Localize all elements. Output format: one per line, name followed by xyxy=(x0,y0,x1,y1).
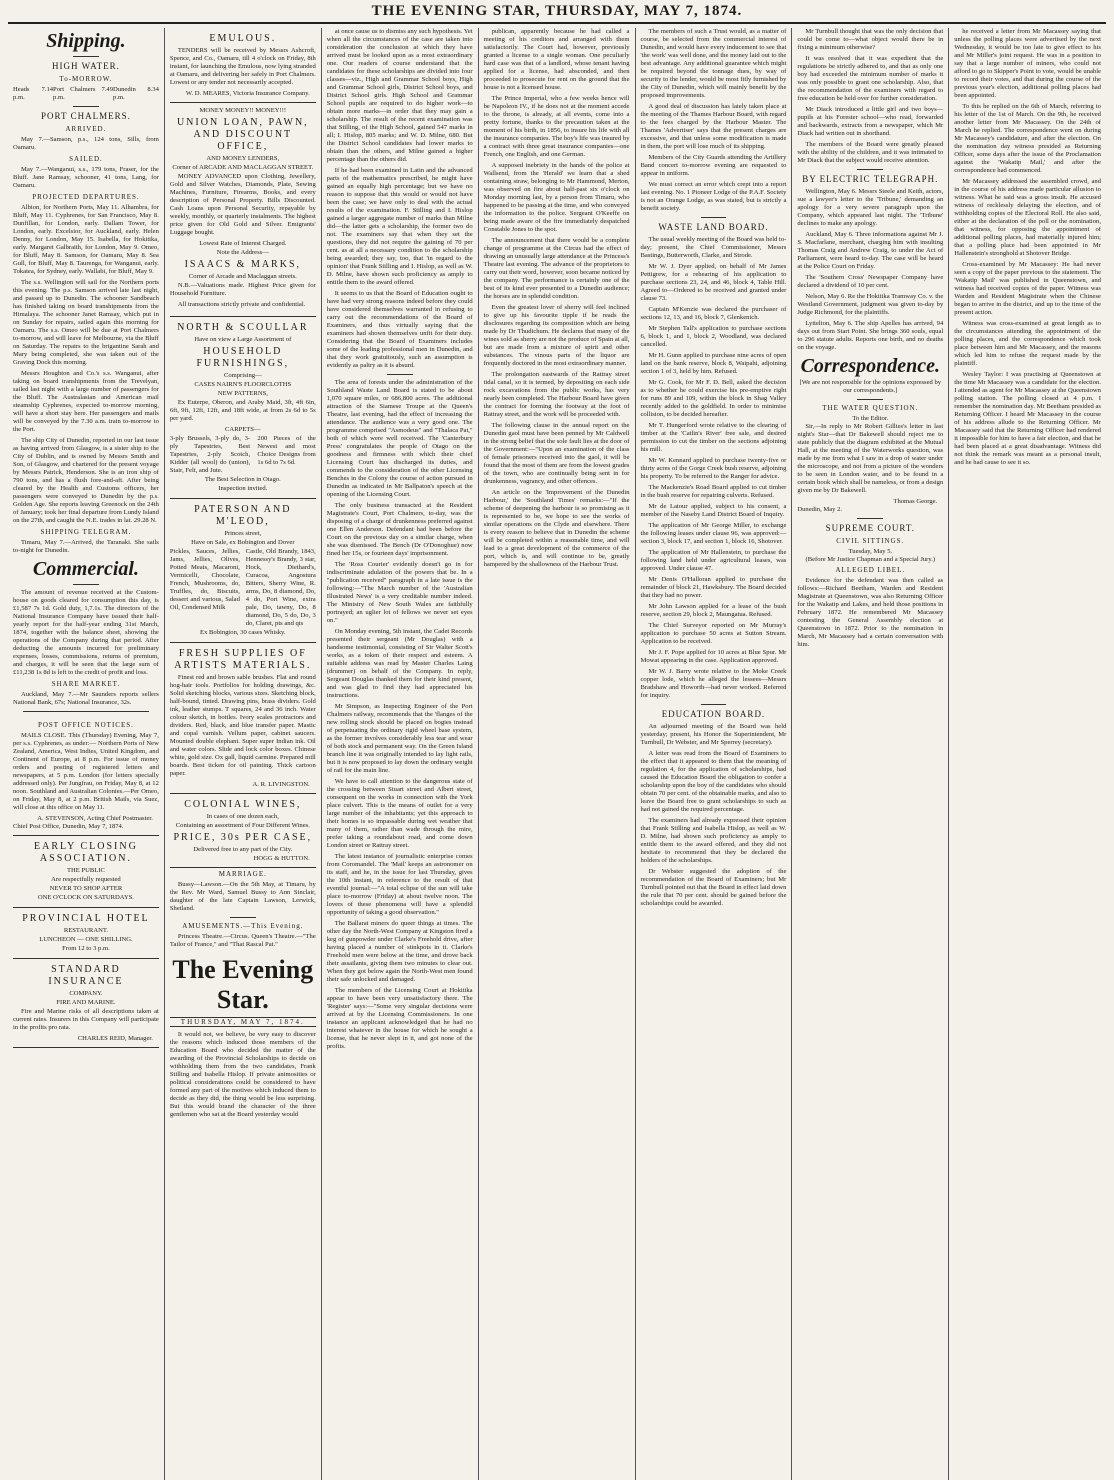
standard-insurance-sub: COMPANY. xyxy=(69,990,103,997)
divider xyxy=(701,704,727,705)
court-paragraph: he received a letter from Mr Macassey saying that unless the polling places were advertised by the next Wednesday, it would be too late to give effect to his and Mr Miller's joint request. He was in a position to say that a large number of miners, who could not afford to go to Skipper's Point to vote, would be unable to record their votes, and that during the course of the previous year's election, additional polling places had been appointed. xyxy=(954,28,1101,99)
post-office-notice xyxy=(13,716,159,836)
amusements-text: Princess Theatre.—Circus. Queen's Theatre.—"The Tailor of France," and "That Rascal Pat." xyxy=(169,933,316,948)
household-furnishings-heading: HOUSEHOLD FURNISHINGS, xyxy=(196,346,290,369)
standard-insurance-signature: CHARLES REID, Manager. xyxy=(77,1035,153,1042)
education-board-paragraph: A letter was read from the Board of Examiners to the effect that it appeared to them that the meaning of regulation 4, for the application of scholarships, had caused the Education Board the obligation to confer a scholarship upon the boy of the candidates who should obtain 70 per cent. of the obtainable marks, and also to leave the Board free to grant scholarships to such as had not gained the required percentage. xyxy=(640,750,787,813)
post-office-signature: A. STEVENSON, Acting Chief Postmaster. xyxy=(37,815,153,822)
marriage-text: Bussy—Lawson.—On the 5th May, at Timaru, by the Rev. Mr Ward, Samuel Bussy to Ann Sinclair, daughter of the late Captain Lawson, Lerwick, Shetland. xyxy=(169,881,316,912)
court-paragraph: Wesley Taylor: I was practising at Queenstown at the time Mr Macassey was a candidate for the election. I attended as agent for Mr Macassey at the Queenstown polling station. The polling closed at 4 p.m. I remember the nomination day. Mr Beetham presided as Returning Officer. I heard Mr Macassey in the course of his address allude to the Returning Officer. Mr Macassey said that the Returning Officer had rendered it impossible for him to have a fair election, and that he had been placed at a great disadvantage. Witness did not think the remark was meant as a personal insult, and he had cause to see it so. xyxy=(954,371,1101,466)
union-loan-text: MONEY ADVANCED upon Clothing, Jewellery, Gold and Silver Watches, Diamonds, Plate, Sewing Machines, Furniture, Firearms, Books, and every description of Personal Property. Bills Discounted. Cash Loans upon Personal Security, repayable by weekly, monthly, or quarterly instalments. The highest price given for Old Gold and Silver. Emigrants' Luggage bought. xyxy=(169,173,316,236)
news-paragraph: The members of the Licensing Court at Hokitika appear to have been very unsatisfactory there. The 'Register' says:—"Some very singular decisions were arrived at by the Licensing Commissioners. In one instance an applicant acknowledged that he had no interest whatever in the house for which he sought a license, that he never slept in it, and got none of the profits. xyxy=(326,987,473,1050)
supreme-court-heading: SUPREME COURT. xyxy=(825,523,915,533)
court-text: Evidence for the defendant was then called as follows:—Richard Beetham, Warden and Resident Magistrate at Queenstown, was also Returning Officer for the Wakatip and Lakes, and held those positions in February 1872. He remembered Mr Macassey contesting the General Assembly election at Queenstown in 1872. Prior to the nomination in March, Mr Macassey had a certain conversation with him. xyxy=(797,577,944,648)
shipping-paragraph: The s.s. Wellington will sail for the Northern ports this evening. The p.s. Samson arrived late last night, and passed up to Dunedin. The schooner Sandbeach has finished taking on board transhipments from the Himalaya. The schooner Janet Ramsay, which put in on Sunday for repairs, sailed again this morning for Oamaru. The s.s. Omeo will be due at Port Chalmers to-morrow, and will leave for Melbourne, via the Bluff on Saturday. The repairs to the brigantine Sarah and Mary being completed, she was taken out of the Graving Dock this morning. xyxy=(13,279,159,366)
colonial-wines-ad xyxy=(170,794,316,868)
column-7 xyxy=(949,28,1106,1480)
departures-text: Albion, for Northern Ports, May 11. Alhambra, for Bluff, May 11. Cyphrenes, for San Francisco, May 8. Dunfillan, for London, early. Dallam Tower, for London, early. Excelsior, for Auckland, early. Helen Denny, for London, May 15. Isabella, for Hokitika, early. Margaret Galbraith, for London, May 9. Omeo, for Bluff, May 8. Samson, for Oamaru, May 8. Sea Gull, for Bluff, May 8. Taurenga, for Wanganui, early. Tokatea, for Sydney, early. Wallabi, for Bluff, May 9. xyxy=(13,204,159,275)
paterson-mleod-ad xyxy=(170,499,316,643)
union-loan-address-note: Note the Address— xyxy=(216,249,269,256)
union-loan-confidential: All transactions strictly private and confidential. xyxy=(177,301,306,308)
early-closing-line: THE PUBLIC xyxy=(66,867,105,874)
standard-insurance-text: Fire and Marine risks of all descriptions taken at current rates. Insurers in this Company will participate in the profits pro rata. xyxy=(13,1008,159,1031)
news-paragraph: publican, apparently because he had called a meeting of his creditors and arranged with them satisfactorily. The Court had, however, previously granted a license to a single woman. One peculiarly hard case was that of a landlord, whose tenant having applied for a license, had absconded, and then proceeded to prosecute for rent on the ground that the house is not a licensed house. xyxy=(483,28,630,91)
arrived-heading: ARRIVED. xyxy=(65,125,107,133)
early-closing-line: ONE O'CLOCK ON SATURDAYS. xyxy=(37,894,135,901)
telegraph-paragraph: Auckland, May 6. Three informations against Mr J. S. Macfarlane, merchant, charging him with insulting Thomas Craig and Andrew Craig, to under the Act of Parliament, were heard to-day. The case will be heard at the Police Court on Friday. xyxy=(797,231,944,270)
waste-land-paragraph: The application of Mr George Miller, to exchange the following leases under clause 96, was approved:—section 3, block 17, and section 1, block 16, Shotover. xyxy=(640,522,787,545)
evening-star-title: The Evening Star. xyxy=(172,955,314,1014)
arrived-text: May 7.—Samson, p.s., 124 tons, Sills, from Oamaru. xyxy=(13,136,159,151)
divider xyxy=(230,917,256,918)
telegraph-paragraph: The 'Southern Cross' Newspaper Company have declared a dividend of 10 per cent. xyxy=(797,274,944,289)
news-paragraph: The announcement that there would be a complete change of programme at the Circus had the effect of drawing an unusually large attendance at the Princess's Theatre last evening. The advance of the proprietors to carry out their word, however, soon became noticed by the company. The performance is certainly one of the best of its kind ever presented to a Dunedin audience; the horses are in splendid condition. xyxy=(483,237,630,300)
early-closing-line: NEVER TO SHOP AFTER xyxy=(49,885,123,892)
editorial-paragraph: at once cause us to dismiss any such hypothesis. Yet when all the circumstances of the case are taken into consideration the conclusion at which they have arrived must be looked upon as a most extraordinary one. Our readers of course understand that the candidates for these scholarships are divided into four classes—viz., High and Grammar School boys, High and Grammar School girls, District School boys, and District School girls. High School and Grammar School pupils are required to do higher work—to obtain more marks—in order that they may gain a scholarship. The result of the recent examination was that Stilling, of the High School, gained 547 marks in all; I. Hislop, 805 marks; and W. D. Milne, 680. But the District School candidates had lower marks to obtain than the others, and Milne gained a higher percentage than the others did. xyxy=(326,28,473,163)
north-scoullar-sub: Have on view a Large Assortment of xyxy=(194,336,292,343)
early-closing-ad xyxy=(13,836,159,908)
news-paragraph: A supposed inebriety in the hands of the police at Wallsend, from the 'Herald' we learn that a shed containing straw, belonging to Mr Hammond, Merton, was observed on fire about half-past six o'clock on Monday morning last, by a person from Timaru, who happened to be passing at the time, and who conveyed the information to the police. Sergeant O'Keeffe on being made aware of the fire immediately despatched Constable Jones to the spot. xyxy=(483,162,630,233)
waste-land-paragraph: The application of Mr Hallenstein, to purchase the following land held under agricultural leases, was approved. Under clause 47. xyxy=(640,549,787,572)
paterson-mleod-heading: PATERSON AND M'LEOD, xyxy=(194,504,292,527)
court-paragraph: Witness was cross-examined at great length as to the circumstances attending the appointment of the polling places, and the correspondence which took place between him and Mr Macassey, and the reasons which led him to refuse the request made by the plaintiff. xyxy=(954,320,1101,367)
tide-port: Port Chalmers 7.49 p.m. xyxy=(53,86,114,101)
emulous-text: TENDERS will be received by Messrs Ashcroft, Spence, and Co., Oamaru, till 4 o'clock on Friday, 8th instant, for launching the Emulous, now lying stranded at Oamaru, and delivering her safely in Port Chalmers. Lowest or any tender not necessarily accepted. xyxy=(169,47,316,86)
early-closing-heading: EARLY CLOSING ASSOCIATION. xyxy=(34,841,138,864)
early-closing-line: Are respectfully requested xyxy=(51,876,121,883)
editorial-paragraph: It seems to us that the Board of Education ought to have had very strong reasons indeed before they could have considered themselves warranted in refusing to carry out the recommendations of the Board of Examiners, and thus virtually saying that the examiners had shown themselves unfit for their duty. Considering that the Board of Examiners includes some of the leading professional men in Dunedin, and that they work gratuitously, such an assumption is evidently as paltry as it is absurd. xyxy=(326,290,473,369)
telegram-heading: SHIPPING TELEGRAM. xyxy=(40,528,132,536)
waste-land-heading: WASTE LAND BOARD. xyxy=(658,222,769,232)
editorial-paragraph: If he had been examined in Latin and the advanced parts of the mathematics prescribed, he might have gained an equally high percentage; but we have no reason to suppose that this would or would not have been the case; we have only to deal with the actual results of the examination. F. Stilling and I. Hislop gained a larger aggregate number of marks than Milne did—the latter gets a scholarship, the former two do not. The examiners say that when they set the questions, they did not require the gaining of 70 per cent. as at all a necessary condition to the scholarship being awarded; they say, too, that 'in regard to the opinion' that Frank Stilling and I. Hislop, as well as W. D. Milne, have shown such proficiency as amply to entitle them to the award offered. xyxy=(326,167,473,286)
telegraph-paragraph: Wellington, May 6. Messrs Steele and Keith, actors, sue a lawyer's letter to the 'Tribune,' demanding an apology for a very severe paragraph upon the Company, which appeared last night. The 'Tribune' declines to make any apology. xyxy=(797,188,944,227)
carpets-grid xyxy=(170,435,316,475)
emulous-ad xyxy=(170,28,316,103)
news-paragraph: An article on the 'Improvement of the Dunedin Harbour,' the 'Southland Times' remarks:—"If the scheme of deepening the harbour is so promising as it is represented to be, we hope to see the works of similar operations on the Clyde and elsewhere. There is every reason to believe that in Dunedin the scheme will be completed within a reasonable time, and will lead to a great development of the commerce of the port, which is, and will continue to be, greatly hampered by the shallowness of the Harbour Trust. xyxy=(483,489,630,568)
court-paragraph: Mr Macassey addressed the assembled crowd, and in the course of his address made particular allusion to witness. What he said was a gross insult. He accused witness of recklessly delaying the election, and of withholding copies of the Electoral Roll. He also said, either at the declaration of the poll or the nomination, that witness, for opposing the appointment of additional polling places, had materially injured him; that a polling place had been appointed in Mr Hallenstein's stronghold at Shotover Bridge. xyxy=(954,178,1101,257)
shipping-heading: Shipping. xyxy=(46,30,126,52)
union-loan-corner: Corner of ARCADE AND MACLAGGAN STREET. xyxy=(172,164,314,171)
commercial-heading: Commercial. xyxy=(32,558,139,580)
divider xyxy=(857,169,883,170)
news-paragraph: A good deal of discussion has lately taken place at the meeting of the Thames Harbour Board, with regard to the fees charged by the Harbour Master. The Thames 'Advertiser' says that the present charges are excessive, and that unless some modification is made in them, the port will lose much of its shipping. xyxy=(640,103,787,150)
emulous-signature: W. D. MEARES, Victoria Insurance Company. xyxy=(185,90,310,97)
provincial-hotel-sub: RESTAURANT. xyxy=(63,927,109,934)
post-office-heading: POST OFFICE NOTICES. xyxy=(37,721,134,729)
column-4 xyxy=(479,28,636,1480)
tide-heads: Heads 7.14 p.m. xyxy=(13,86,54,101)
union-loan-valuations: N.B.—Valuations made. Highest Price given for Household Furniture. xyxy=(169,282,316,297)
tomorrow-label: To-MORROW. xyxy=(59,75,113,83)
post-office-text: MAILS CLOSE. This (Thursday) Evening, May 7, per s.s. Cyphrenes, as under:— Northern Ports of New Zealand, America, West Indies, United Kingdom, and Continent of Europe, at 8 p.m. For issue of money orders and posting of registered letters and newspapers, at 5 p.m. London (for letters specially addressed only). Per Jungfrau, on Friday, May 8, at 12 noon. Southland and Australian Colonies.—Per Omeo, on Friday, May 8, at 2 p.m. British Mails, via Suez, will close at this office on May 11. xyxy=(13,732,159,811)
telegraph-paragraph: Lyttelton, May 6. The ship Apelles has arrived, 94 days out from Start Point. She brings 360 souls, equal to 296 statute adults. Reports one birth, and no deaths on the voyage. xyxy=(797,320,944,351)
union-loan-address: Corner of Arcade and Maclaggan streets. xyxy=(188,273,297,280)
standard-insurance-heading: STANDARD INSURANCE xyxy=(48,964,124,987)
departures-heading: PROJECTED DEPARTURES. xyxy=(32,193,140,201)
education-board-paragraph: Dr Webster suggested the adoption of the recommendation of the Board of Examiners; but Mr Turnbull pointed out that the Board in effect laid down the rule that 70 per cent. should be gained before the scholarships could be awarded. xyxy=(640,868,787,907)
column-1 xyxy=(8,28,165,1480)
waste-land-paragraph: Mr J. F. Pope applied for 10 acres at Blue Spur. Mr Mowat appearing in the case. Application approved. xyxy=(640,649,787,664)
news-paragraph: The 'Ross Courier' evidently doesn't go in for indiscriminate adulation of the powers that be. In a "publication received" paragraph in a late issue is the following:—"The March number of the 'Australian Illustrated News' is a very creditable number indeed. The Ministry of New South Wales are faithfully portrayed; an uglier lot of fellows we never set eyes on." xyxy=(326,561,473,624)
education-board-paragraph: The examiners had already expressed their opinion that Frank Stilling and Isabella Hislop, as well as W. D. Milne, had shown such proficiency as amply to entitle them to the award offered, and they did not hesitate to recommend that they be declared the holders of the scholarships. xyxy=(640,817,787,864)
waste-land-paragraph: Mr Denis O'Halloran applied to purchase the remainder of block 21, Hawksbury. The Board decided that they had no power. xyxy=(640,576,787,599)
waste-land-paragraph: Mr W. J. Barry wrote relative to the Moke Creek copper lode, which he alleged the lessees—Messrs Bradshaw and Howorth—had never worked. Referred for inquiry. xyxy=(640,668,787,699)
union-loan-ad xyxy=(170,103,316,317)
share-market-text: Auckland, May 7.—Mr Saunders reports sellers National Bank, 67s; National Insurance, 32s. xyxy=(13,691,159,706)
waste-land-paragraph: The Mackenzie's Road Board applied to cut timber in the bush reserve for repairing culverts. Refused. xyxy=(640,484,787,499)
carpets-heading: CARPETS— xyxy=(225,426,261,433)
comprising-label: Comprising— xyxy=(223,372,262,379)
news-paragraph: The following clause in the annual report on the Dunedin gaol must have been penned by Mr Caldwell in the strong belief that the sole fault lies at the door of the Government:—"Upon an examination of the class of female prisoners received into the gaol, it will be found that the most of them are from the lowest grades of the town, who are continually being sent in for drunkenness, vagrancy, and other offences. xyxy=(483,422,630,485)
union-loan-sub: AND MONEY LENDERS, xyxy=(206,155,280,162)
column-6 xyxy=(792,28,949,1480)
evening-star-dateline: THURSDAY, MAY 7, 1874. xyxy=(170,1017,316,1027)
amusements-heading: AMUSEMENTS.—This Evening. xyxy=(182,922,304,930)
divider xyxy=(73,56,99,57)
court-date: Tuesday, May 5. xyxy=(848,548,893,555)
artists-materials-signature: A. R. LIVINGSTON. xyxy=(252,781,310,788)
divider xyxy=(23,711,149,712)
news-paragraph: Members of the City Guards attending the Artillery Band concert to-morrow evening are requested to appear in uniform. xyxy=(640,154,787,177)
education-board-heading: EDUCATION BOARD. xyxy=(661,709,766,719)
post-office-dateline: Chief Post Office, Dunedin, May 7, 1874. xyxy=(13,823,124,830)
provincial-hotel-time: From 12 to 3 p.m. xyxy=(62,945,110,952)
court-before: (Before Mr Justice Chapman and a Special Jury.) xyxy=(805,556,936,563)
water-question-signature: Thomas George. xyxy=(893,498,938,505)
new-patterns-line: NEW PATTERNS, xyxy=(217,390,268,397)
standard-insurance-ad xyxy=(13,959,159,1048)
news-paragraph: The only business transacted at the Resident Magistrate's Court, Port Chalmers, to-day, was the disposing of a charge of drunkenness preferred against one Ellen Anderson. Defendant had been before the Court on the previous day on a similar charge, when she was dismissed. The Bench (Dr O'Donoghue) now fined her 15s, or fourteen days' imprisonment. xyxy=(326,502,473,557)
shipping-paragraph: The ship City of Dunedin, reported in our last issue as having arrived from Glasgow, is a sister ship to the City of Dublin, and is owned by Messrs Smith and Son, of Glasgow, and chartered for the present voyage by Messrs Patrick, Henderson. She is an iron ship of 790 tons, and has a flush fore-and-aft. After being cleared by the Health and Customs officers, her passengers were conveyed to Dunedin by the p.s. Golden Age. She reports leaving Greenock on the 24th of January; took her final departure from Lundy Island on the 27th, and caught the N.E. trades in lat. 29.28 N. xyxy=(13,437,159,524)
colonial-wines-delivery: Delivered free to any part of the City. xyxy=(193,846,293,853)
waste-land-paragraph: The usual weekly meeting of the Board was held to-day; present, the Chief Commissioner, Messrs Bastings, Butterworth, Clarke, and Strode. xyxy=(640,236,787,259)
divider xyxy=(73,584,99,585)
marriage-heading: MARRIAGE. xyxy=(218,870,267,878)
carpets-inspection: Inspection invited. xyxy=(218,485,268,492)
news-paragraph: The Prince Imperial, who a few weeks hence will be Napoleon IV., if he does not at the moment accede to the throne, is already, at all events, come into a pretty fortune, thanks to the precaution taken at the moment of his birth, in 1856, to insure his life with all the insurance companies. The boy's life was insured by a contract with three great insurance companies—one French, one English, and one German. xyxy=(483,95,630,158)
education-board-paragraph: It was resolved that it was expedient that the regulations be strictly adhered to, and that as only one boy had exceeded the minimum number of marks it was only possible to grant one scholarship. Also, that the recommendation of the examiners with regard to free education be held over for further consideration. xyxy=(797,55,944,102)
paterson-mleod-sub: Have on Sale, ex Bobington and Dover xyxy=(191,539,295,546)
paterson-mleod-lists xyxy=(170,548,316,628)
water-question-date: Dunedin, May 2. xyxy=(797,506,843,513)
standard-insurance-fire: FIRE AND MARINE. xyxy=(56,999,116,1006)
columns xyxy=(8,28,1106,1480)
telegraph-heading: BY ELECTRIC TELEGRAPH. xyxy=(802,174,939,184)
paterson-mleod-street: Princes street, xyxy=(224,530,262,537)
divider xyxy=(73,106,99,107)
waste-land-paragraph: Mr G. Cook, for Mr F. D. Bell, asked the decision as to whether he could exercise his pre-emptive right for runs 89 and 109, within the block in Shag Valley recently added to the goldfield. In order to minimise collision, to be decided hereafter. xyxy=(640,379,787,418)
news-paragraph: Mr Simpson, as Inspecting Engineer of the Port Chalmers railway, recommends that the 'flanges of the new rolling stock should be placed on bogies instead of perpetuating the ordinary rigid wheel base system, as the former involves considerably less tear and wear of both stock and permanent way. On the Green Island branch line it was originally intended to lay light rails, but it is now proposed to lay down the ordinary weight of rail for the main line. xyxy=(326,703,473,774)
divider xyxy=(387,374,413,375)
north-scoullar-ad xyxy=(170,317,316,499)
education-board-paragraph: An adjourned meeting of the Board was held yesterday; present, his Honor the Superintendent, Mr Turnbull, Dr Webster, and Mr Sperrey (secretary). xyxy=(640,723,787,746)
waste-land-paragraph: Mr Stephen Tall's application to purchase sections 6, block 1, and 1, block 2, Woodland, was declared cancelled. xyxy=(640,325,787,348)
floorcloths-text: Ex Euterpe, Oberon, and Araby Maid, 3ft, 4ft 6in, 6ft, 9ft, 12ft, 12ft, and 18ft wide, at from 2s 6d to 5s per yard. xyxy=(169,399,316,422)
education-board-paragraph: The members of the Board were greatly pleased with the ability of the children, and it was intimated to Mr Diack that the subject would receive attention. xyxy=(797,141,944,164)
waste-land-paragraph: Captain M'Kenzie was declared the purchaser of sections 12, 13, and 16, block 7, Glenkenich. xyxy=(640,306,787,321)
correspondence-note: [We are not responsible for the opinions expressed by our correspondents.] xyxy=(799,379,942,394)
education-board-paragraph: Mr Turnbull thought that was the only decision that could be come to—what object would there be in fixing a minimum otherwise? xyxy=(797,28,944,51)
share-market-heading: SHARE MARKET. xyxy=(51,680,121,688)
waste-land-paragraph: Mr T. Hungerford wrote relative to the clearing of timber at the 'Catlin's River' free sale, and desired permission to cut the timber on the sections adjoining his mill. xyxy=(640,422,787,453)
masthead xyxy=(8,0,1106,24)
emulous-heading: EMULOUS. xyxy=(209,33,277,44)
news-paragraph: On Monday evening, 5th instant, the Cadet Records presented their sergeant (Mr Douglas) with a handsome testimonial, consisting of Sir Walter Scott's works, as a token of their respect and esteem. A suitable address was read by Master Charles Laing (drummer) on behalf of the Company. In reply, Sergeant Douglas thanked them for their kind present, and was glad to find they had appreciated his instructions. xyxy=(326,628,473,699)
artists-materials-text: Finest red and brown sable brushes. Flat and round hog-hair tools. Portfolios for holding drawings, &c. Solid sketching blocks, various sizes. Sketching block, half-bound, tinted. Drawing pins, brass dividers. Gold ink, leather stumps. T squares, 24 and 36 inch. Water colour sketch, in bottles. Ivory scales protractors and dividers. Red, black, and blue transfer paper. Mastic and copal varnish. Vellum paper, cabinet saucers. Mounted double elephant. Super super Indian ink. Oil and water colors. Slide and lock color boxes. Chinese white, gold size. Ox gall, liquid carmine. Prepared mill boards. Best ticken for oil painting. Thick cartoon paper. xyxy=(169,674,316,777)
colonial-wines-signature: HOGG & HUTTON. xyxy=(253,855,310,862)
artists-materials-ad xyxy=(170,643,316,794)
divider xyxy=(701,217,727,218)
masthead-title: THE EVENING STAR, THURSDAY, MAY 7, 1874. xyxy=(371,2,743,19)
union-loan-name: ISAACS & MARKS, xyxy=(184,259,302,270)
water-question-to: To the Editor. xyxy=(852,415,889,422)
civil-sittings-heading: CIVIL SITTINGS. xyxy=(836,537,905,545)
paterson-mleod-ex: Ex Bobington, 30 cases Whisky. xyxy=(200,629,286,636)
provincial-hotel-heading: PROVINCIAL HOTEL xyxy=(22,913,150,924)
news-paragraph: Even the greatest lover of sherry will feel inclined to give up his favourite tipple if he reads the disclosures regarding its composition which are being made by Dr Thudichum. He declares that many of the wines sold as sherry are not the produce of Spain at all, but are made from a mixture of spirit and other substances. The vinous parts of the liquor are frequently doctored in the most extraordinary manner. xyxy=(483,304,630,367)
waste-land-paragraph: Mr H. Gunn applied to purchase nine acres of open land on the bank reserve, block 8, Waipahi, adjoining section 1 of 3, held by him. Refused. xyxy=(640,352,787,375)
union-loan-rate: Lowest Rate of Interest Charged. xyxy=(199,240,287,247)
news-paragraph: We must correct an error which crept into a report last evening. No. 1 Pioneer Lodge of the P.A.F. Society is not an Orange Lodge, as was stated, but is strictly a benefit society. xyxy=(640,181,787,212)
provisions-list: Pickles, Sauces, Jellies, Jams, Jellies, Olives, Potted Meats, Macaroni, Vermicelli, Chocolate, French, Mushrooms, do, Truffles, do, Biscuits, dessert and various, Salad Oil, Condensed Milk xyxy=(169,548,240,611)
colonial-wines-price: PRICE, 30s PER CASE, xyxy=(173,832,313,843)
carpets-note-right: 200 Pieces of the Newest and most Choice Designs from 1s 6d to 7s 6d. xyxy=(257,435,316,466)
column-2 xyxy=(165,28,322,1480)
water-question-heading: THE WATER QUESTION. xyxy=(822,404,919,412)
high-water-heading: HIGH WATER. xyxy=(52,61,120,71)
waste-land-paragraph: Mr John Lawson applied for a lease of the bush reserve, section 29, block 2, Maungatua. Refused. xyxy=(640,603,787,618)
news-paragraph: The Ballarat miners do queer things at times. The other day the North-West Company at Kingston fired a keg of gunpowder under Clarke's Freehold drive, after having placed a number of stinkpots in it. Clarke's Freehold men were below at the time, and drove back their assailants, giving them two minutes to clear out. When they got below again the North-West men found their safe unlocked and damaged. xyxy=(326,920,473,983)
alleged-libel-heading: ALLEGED LIBEL. xyxy=(835,566,906,574)
union-loan-heading: UNION LOAN, PAWN, AND DISCOUNT OFFICE, xyxy=(176,117,309,152)
news-paragraph: We have to call attention to the dangerous state of the crossing between Stuart street and Albert street, consequent on the works in connection with the York place culvert. This is the means of outlet for a very large number of the inhabitants; yet this approach to their homes is so impassable during wet weather that many of them, rather than wade through the mire, prefer taking a roundabout road, and come down London street or Rattray street. xyxy=(326,778,473,849)
education-board-paragraph: Mr Diack introduced a little girl and two boys—pupils at his Forester school—who read, forwarded and backwards, extracts from a newspaper, which Mr Diack had written out in shorthand. xyxy=(797,106,944,137)
carpets-list: 3-ply Brussels, 3-ply do, 3-ply Tapestries, Best Tapestries, 2-ply Scotch, Kidder (all wool) do (union), Stair, Felt, and Jute. xyxy=(169,435,251,474)
telegraph-paragraph: Nelson, May 6. Re the Hokitika Tramway Co. v. the Westland Government, judgment was given to-day by Judge Richmond, for the plaintiffs. xyxy=(797,293,944,316)
north-scoullar-heading: NORTH & SCOULLAR xyxy=(177,322,309,333)
tide-dunedin: Dunedin 8.34 p.m. xyxy=(113,86,159,101)
news-paragraph: The area of forests under the administration of the Southland Waste Land Board is stated to be about 1,070 square miles, or 686,800 acres. The additional attraction of the Siamese Troupe at the Queen's Theatre, last evening, had the effect of increasing the attendance. The audience was a very good one. The programme comprised "Asmodeus" and "Thalaca Pat," both of which were well received. The 'Canterbury Press' congratulates the people of Otago on the goodness and firmness with which their chief Licensing Court has discharged its duties, and commends to the consideration of the other Licensing Benches in the Colony the course of action pursued in Dunedin as indicated in Mr Ballpaton's speech at the opening of the Licensing Court. xyxy=(326,379,473,498)
divider xyxy=(857,518,883,519)
waste-land-paragraph: Mr W. Kennard applied to purchase twenty-five or thirty acres of the Gorge Creek bush reserve, adjoining his property. To be referred to the Ranger for advice. xyxy=(640,457,787,480)
sailed-text: May 7.—Wanganui, s.s., 179 tons, Fraser, for the Bluff. Jane Ramsay, schooner, 41 tons, Lang, for Oamaru. xyxy=(13,166,159,189)
news-paragraph: The prolongation eastwards of the Rattray street tidal canal, so it is termed, by depositing on each side rock excavations from the public works, has very nearly been completed. The Harbour Board have given the contract for forming the footway at the foot of Rattray street, and the work will be proceeded with. xyxy=(483,371,630,418)
colonial-wines-heading: COLONIAL WINES, xyxy=(184,799,302,810)
correspondence-heading: Correspondence. xyxy=(800,355,941,377)
sailed-heading: SAILED. xyxy=(69,155,103,163)
column-3 xyxy=(322,28,479,1480)
shipping-paragraph: Messrs Houghton and Co.'s s.s. Wanganui, after taking on board transhipments from the Trevelyan, sailed last night with a large number of passengers for the Bluff. The Australasian and American mail steamship Cyphrenes, expected to-morrow morning, will have a short stay here. Her passengers and mails will be conveyed by the 7.30 a.m. train to-morrow to the Port. xyxy=(13,370,159,433)
provincial-hotel-ad xyxy=(13,908,159,959)
telegram-text: Timaru, May 7.—Arrived, the Taranaki. She sails to-night for Dunedin. xyxy=(13,539,159,554)
column-5 xyxy=(636,28,793,1480)
provincial-hotel-line: LUNCHEON — ONE SHILLING. xyxy=(39,936,133,943)
colonial-wines-sub: In cases of one dozen each, xyxy=(206,813,279,820)
court-paragraph: To this he replied on the 6th of March, referring to his letter of the 1st of March. On the 9th, he received another letter from Mr Macassey. On the 24th of March he replied. The correspondence went on during Mr Macassey's candidature, and after the election. On the nomination day witness presided as Returning Officer, some days after the issue of the Proclamation against the 'Wakatip Mail,' and after the correspondence had commenced. xyxy=(954,103,1101,174)
news-paragraph: The latest instance of journalistic enterprise comes from Coromandel. The 'Mail' keeps an astronomer on its staff, and he, in the issue for last Thursday, gives the 10th instant, in reference to the result of that eventful journal:—"A total eclipse of the sun will take place to-morrow (Friday) at about twelve noon. The lovers of these phenomena will have a splendid opportunity of taking a good observation." xyxy=(326,853,473,916)
waste-land-paragraph: Mr de Latour applied, subject to his consent, a member of the Naseby Land District Board of Inquiry. xyxy=(640,503,787,518)
commercial-text: The amount of revenue received at the Custom-house on goods cleared for consumption this day, is £1,587 7s 1d. Gold duty, 1,7.1s. The directors of the National Insurance Company have issued their half-yearly report for the half-year ending 31st March, 1874, together with the balance sheet, showing the operations of the Company during that period. After deducting the amounts incurred for preliminary expenses, losses, commissions, returns of premium, and charges, it will be seen that the large sum of £11,238 1s 8d is left to the credit of profit and loss. xyxy=(13,589,159,676)
waste-land-paragraph: The Chief Surveyor reported on Mr Murray's application to purchase 50 acres at Sutton Stream. Application to be received. xyxy=(640,622,787,645)
carpets-selection: The Best Selection in Otago. xyxy=(204,476,281,483)
money-heading: MONEY MONEY!! MONEY!!! xyxy=(199,107,287,114)
artists-materials-heading: FRESH SUPPLIES OF ARTISTS MATERIALS. xyxy=(174,648,312,671)
floorcloths-line: CASES NAIRN'S FLOORCLOTHS xyxy=(194,381,292,388)
divider xyxy=(857,399,883,400)
colonial-wines-text: Containing an assortment of Four Different Wines. xyxy=(175,822,310,829)
news-paragraph: The members of such a Trust would, as a matter of course, be selected from the commercial interest of Dunedin, and would have every inducement to see that 'the work' was well done, and the money laid out to the best advantage. Any additional guarantee which might be required beyond the tonnage dues, by way of security to the lender, would be most fitly furnished by the City of Dunedin, which will mainly benefit by the proposed improvements. xyxy=(640,28,787,99)
port-chalmers-heading: PORT CHALMERS. xyxy=(41,111,131,121)
court-paragraph: Cross-examined by Mr Macassey: He had never seen a copy of the paper previous to the statement. The 'Wakatip Mail' was published in Queenstown, and witness had received copies of the paper. Witness was Warden and Resident Magistrate when the Chinese began to arrive in the district, and up to the time of the present action. xyxy=(954,261,1101,316)
waste-land-paragraph: Mr W. J. Dyer applied, on behalf of Mr James Pettigrew, for a rehearing of his application to purchase sections 23, 24, and 46, block 4, Table Hill. Agreed to—Ordered to be received and granted under clause 73. xyxy=(640,263,787,302)
water-question-text: Sir,—In reply to Mr Robert Gillies's letter in last night's Star—that Dr Bakewell should reject me to state publicly that the diagram exhibited at the Mutual Hall, at the meeting of the Waterworks question, was made by me from what I saw in a drop of water under the microscope, and not from a picture of the wonders to be seen in London water, and to be found in a certain book which shall be nameless, or from a design given me by Dr Bakewell. xyxy=(797,423,944,494)
spirits-list: Castle, Old Brandy, 1843, Hennessy's Brandy, 3 star, Hock, Diethard's, Curacoa, Angostura Bitters, Sherry Wine, R. arms, Do, 8 diamond, Do, 4 do, Port Wine, extra pale, Do, tawny, Do, 8 diamond, Do, 5 do, Do, 3 do, Claret, pts and qts xyxy=(245,548,316,627)
tide-table xyxy=(13,86,159,102)
editorial-text: It would not, we believe, be very easy to discover the reasons which induced those members of the Education Board who decided the matter of the awarding of the Provincial Scholarships to decide on withholding them from the two candidates, Frank Stilling and Isabella Hislop. If private animosities or political considerations could be considered to have formed any part of the motives which induced them to decide as they did, the thing would be less surprising. But this would brand the character of the three gentlemen who sat at the Board yesterday would xyxy=(169,1031,316,1118)
